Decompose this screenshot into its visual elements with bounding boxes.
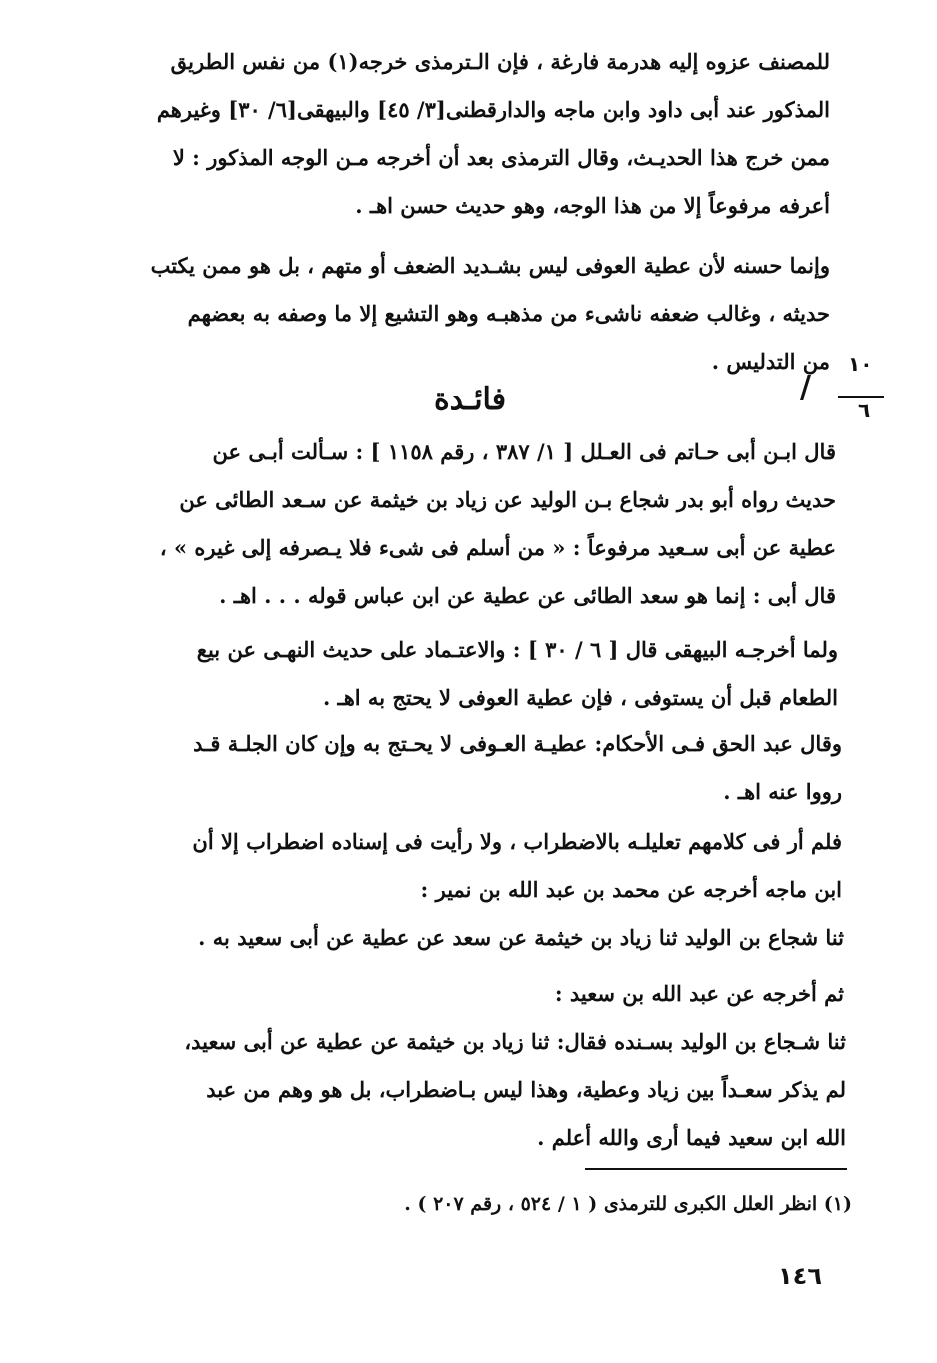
text-line: الله ابن سعيد فيما أرى والله أعلم . [537, 1125, 846, 1150]
section-heading: فائـدة [433, 382, 507, 417]
text-line: حديث رواه أبو بدر شجاع بـن الوليد عن زياد بن خيثمة عن سـعد الطائى عن [179, 487, 836, 512]
text-line: ابن ماجه أخرجه عن محمد بن عبد الله بن نمير : [420, 877, 842, 902]
text-line: الطعام قبل أن يستوفى ، فإن عطية العوفى لا يحتج به اهـ . [322, 685, 838, 710]
paragraph-2 [118, 242, 830, 386]
margin-note-slash: / [800, 370, 811, 405]
footnote-separator [585, 1168, 847, 1170]
footnote: (١) انظر العلل الكبرى للترمذى ( ١ / ٥٢٤ ، رقم ٢٠٧ ) . [404, 1193, 852, 1215]
paragraph-9 [132, 1018, 846, 1162]
paragraph-6 [128, 818, 842, 914]
text-line: حديثه ، وغالب ضعفه ناشىء من مذهبـه وهو التشيع إلا ما وصفه به بعضهم [187, 301, 830, 326]
text-line: من التدليس . [711, 349, 830, 374]
margin-note-top: ١٠ [848, 352, 873, 376]
page-number: ١٤٦ [778, 1262, 822, 1290]
margin-note [800, 352, 890, 432]
paragraph-5 [128, 720, 842, 816]
text-line: ممن خرج هذا الحديـث، وقال الترمذى بعد أن أخرجه مـن الوجه المذكور : لا [172, 145, 830, 170]
text-line: ثم أخرجه عن عبد الله بن سعيد : [554, 981, 844, 1006]
text-line: قال أبى : إنما هو سعد الطائى عن عطية عن ابن عباس قوله . . . اهـ . [219, 583, 836, 608]
text-line: لم يذكر سعـداً بين زياد وعطية، وهذا ليس بـاضطراب، بل هو وهم من عبد [206, 1077, 846, 1102]
text-line: أعرفه مرفوعاً إلا من هذا الوجه، وهو حديث حسن اهـ . [355, 193, 830, 218]
paragraph-4 [128, 626, 838, 722]
paragraph-8 [128, 970, 844, 1018]
text-line: المذكور عند أبى داود وابن ماجه والدارقطنى[٣/ ٤٥] والبيهقى[٦/ ٣٠] وغيرهم [156, 97, 830, 122]
paragraph-3 [124, 428, 836, 620]
text-line: قال ابـن أبى حـاتم فى العـلل [ ١/ ٣٨٧ ، رقم ١١٥٨ ] : سـألت أبـى عن [212, 439, 836, 464]
text-line: ثنا شجاع بن الوليد ثنا زياد بن خيثمة عن سعد عن عطية عن أبى سعيد به . [198, 925, 844, 950]
text-line: للمصنف عزوه إليه هدرمة فارغة ، فإن الـترمذى خرجه(١) من نفس الطريق [170, 49, 830, 74]
text-line: وإنما حسنه لأن عطية العوفى ليس بشـديد الضعف أو متهم ، بل هو ممن يكتب [150, 253, 830, 278]
paragraph-7 [128, 914, 844, 962]
text-line: فلم أر فى كلامهم تعليلـه بالاضطراب ، ولا رأيت فى إسناده اضطراب إلا أن [192, 829, 842, 854]
text-line: عطية عن أبى سـعيد مرفوعاً : « من أسلم فى شىء فلا يـصرفه إلى غيره » ، [159, 535, 836, 560]
margin-note-bottom: ٦ [858, 398, 871, 422]
text-line: ولما أخرجـه البيهقى قال [ ٦ / ٣٠ ] : والاعتـماد على حديث النهـى عن بيع [196, 637, 838, 662]
text-line: رووا عنه اهـ . [723, 779, 842, 804]
text-line: ثنا شـجاع بن الوليد بسـنده فقال: ثنا زياد بن خيثمة عن عطية عن أبى سعيد، [184, 1029, 846, 1054]
text-line: وقال عبد الحق فـى الأحكام: عطيـة العـوفى لا يحـتج به وإن كان الجلـة قـد [193, 731, 842, 756]
paragraph-1 [112, 38, 830, 230]
